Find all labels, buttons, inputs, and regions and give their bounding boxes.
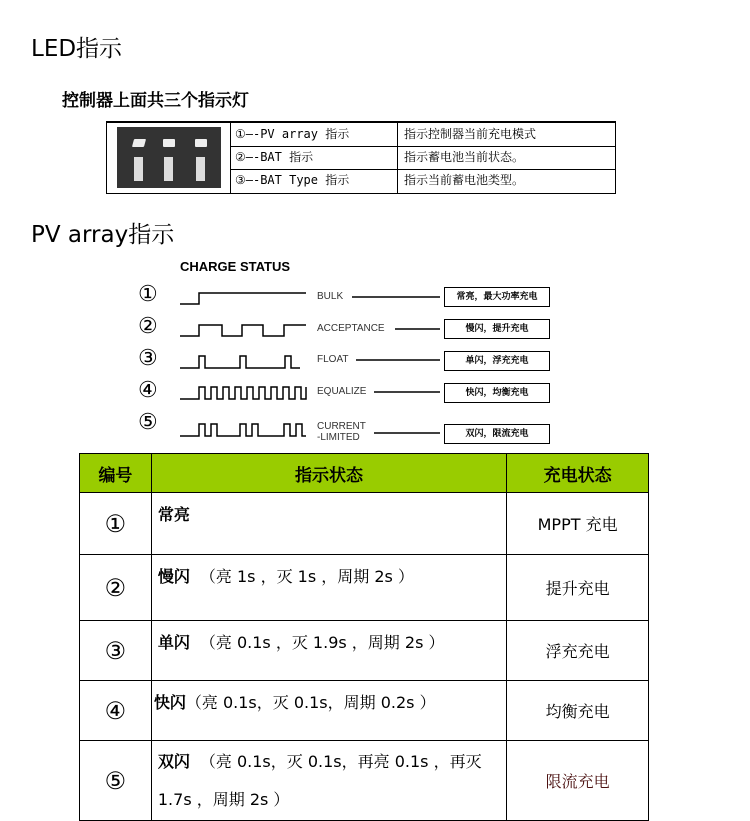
row-number: ② [80, 555, 152, 621]
indicator-desc: 指示控制器当前充电模式 [404, 127, 537, 141]
row-mode: 常亮 [157, 505, 190, 524]
row-detail: （亮 0.1s，灭 0.1s，再亮 0.1s ，再灭 1.7s ，周期 2s ） [157, 752, 482, 809]
row-state: 均衡充电 [507, 681, 649, 741]
status-label-2: -LIMITED [317, 432, 360, 443]
status-box: 常亮，最大功率充电 [444, 287, 550, 307]
row-number: ④ [80, 681, 152, 741]
row-indicator [151, 555, 506, 621]
status-label: EQUALIZE [317, 386, 367, 397]
row-state: 提升充电 [507, 555, 649, 621]
status-label: FLOAT [317, 354, 349, 365]
status-number: ② [138, 314, 158, 339]
status-number: ④ [138, 378, 158, 403]
row-number: ① [80, 493, 152, 555]
row-state: 浮充充电 [507, 621, 649, 681]
pv-section-title: PV array指示 [31, 222, 175, 248]
row-mode: 快闪 [153, 693, 186, 712]
indicator-desc: 指示当前蓄电池类型。 [404, 173, 525, 187]
header-indicator: 指示状态 [151, 454, 506, 493]
row-number: ③ [80, 621, 152, 681]
row-mode: 双闪 [157, 752, 190, 771]
waveform-bulk [180, 293, 306, 304]
charge-status-title: CHARGE STATUS [180, 259, 291, 274]
row-indicator [151, 681, 506, 741]
status-box: 慢闪，提升充电 [444, 319, 550, 339]
header-number: 编号 [80, 454, 152, 493]
waveform-acceptance [180, 325, 306, 336]
row-state: 限流充电 [507, 741, 649, 821]
status-number: ⑤ [138, 410, 158, 435]
status-label: BULK [317, 291, 344, 302]
indicator-name: ①—-PV array 指示 [235, 127, 350, 141]
waveform-equalize [180, 387, 306, 399]
table-row [80, 493, 649, 555]
row-state: MPPT 充电 [507, 493, 649, 555]
indicator-name: ②—-BAT 指示 [235, 150, 314, 164]
row-number: ⑤ [80, 741, 152, 821]
row-indicator [151, 741, 506, 821]
led-subtitle: 控制器上面共三个指示灯 [62, 91, 249, 111]
table-row [80, 741, 649, 821]
led-section-title: LED指示 [31, 36, 123, 62]
status-box: 双闪，限流充电 [444, 424, 550, 444]
status-box: 快闪，均衡充电 [444, 383, 550, 403]
table-row [80, 555, 649, 621]
table-header-row [80, 454, 649, 493]
status-table [79, 453, 649, 821]
header-charge-state: 充电状态 [507, 454, 649, 493]
row-indicator [151, 621, 506, 681]
status-label: CURRENT [317, 421, 366, 432]
row-detail: （亮 0.1s，灭 0.1s，周期 0.2s ） [185, 693, 436, 712]
status-label: ACCEPTANCE [317, 323, 385, 334]
table-row [80, 681, 649, 741]
indicator-name: ③—-BAT Type 指示 [235, 173, 350, 187]
row-detail: （亮 0.1s ，灭 1.9s ，周期 2s ） [199, 633, 445, 652]
status-box: 单闪，浮充充电 [444, 351, 550, 371]
table-row [80, 621, 649, 681]
row-detail: （亮 1s ，灭 1s ，周期 2s ） [199, 567, 414, 586]
status-number: ① [138, 282, 158, 307]
row-mode: 单闪 [157, 633, 190, 652]
waveform-float [180, 356, 300, 368]
status-number: ③ [138, 346, 158, 371]
indicator-desc: 指示蓄电池当前状态。 [404, 150, 525, 164]
row-mode: 慢闪 [157, 567, 190, 586]
row-indicator [151, 493, 506, 555]
waveform-current-limited [180, 424, 306, 436]
